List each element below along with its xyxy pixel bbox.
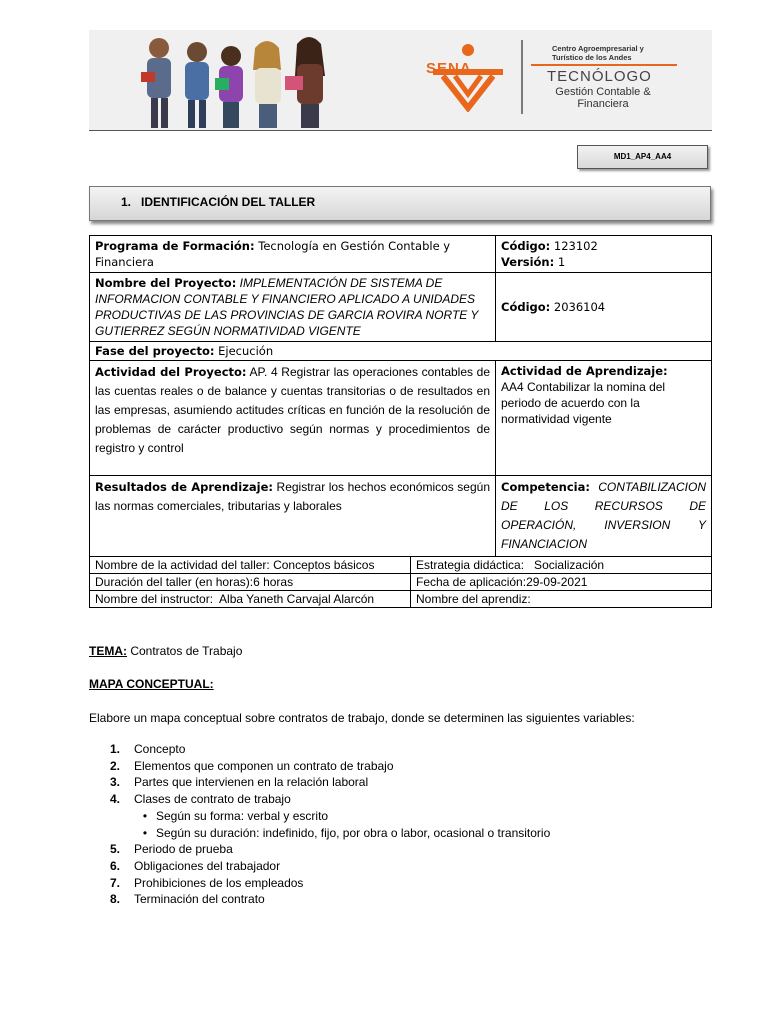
list-number: 6.: [110, 858, 121, 873]
variables-list: [110, 741, 550, 908]
sena-wordmark: SENA: [426, 60, 472, 77]
list-item: [110, 891, 550, 908]
table-row: [90, 342, 712, 361]
sena-logo: [423, 42, 513, 112]
header-divider: [521, 40, 523, 114]
list-item: [110, 758, 550, 775]
version-label: Versión:: [501, 255, 555, 269]
list-number: 5.: [110, 842, 121, 857]
header-banner: [89, 30, 712, 130]
instructions-text: Elabore un mapa conceptual sobre contratos de trabajo, donde se determinen las siguientes variables:: [89, 711, 635, 725]
actividad-aprendizaje-value: AA4 Contabilizar la nomina del periodo de acuerdo con la normatividad vigente: [501, 380, 666, 426]
students-photo: [119, 30, 399, 130]
codigo2-value: 2036104: [553, 300, 606, 314]
codigo2-cell: [496, 273, 712, 342]
list-text: Concepto: [134, 742, 186, 756]
tema-line: [89, 644, 242, 658]
aprendiz-cell: Nombre del aprendiz:: [411, 591, 712, 608]
list-item: [110, 741, 550, 758]
bullet-icon: •: [142, 825, 148, 840]
sub-list-item: [110, 825, 550, 842]
list-text: Terminación del contrato: [134, 892, 265, 907]
list-item: [110, 875, 550, 892]
list-text: Clases de contrato de trabajo: [134, 792, 291, 807]
table-row: [90, 591, 712, 608]
mapa-title: MAPA CONCEPTUAL:: [89, 677, 214, 691]
table-row: [90, 273, 712, 342]
programa-label: Programa de Formación:: [95, 239, 255, 253]
nombre-actividad-cell: Nombre de la actividad del taller: Conceptos básicos: [90, 557, 411, 574]
instructor-cell: Nombre del instructor: Alba Yaneth Carvajal Alarcón: [90, 591, 411, 608]
identification-table: [89, 235, 712, 557]
table-row: [90, 361, 712, 476]
list-item: [110, 841, 550, 858]
list-number: 8.: [110, 892, 121, 907]
sub-list-item: [110, 808, 550, 825]
competencia-label: Competencia:: [501, 480, 590, 494]
header-rule: [89, 130, 712, 131]
table-row: [90, 557, 712, 574]
list-number: 1.: [110, 742, 121, 756]
sub-list-text: Según su forma: verbal y escrito: [156, 808, 329, 823]
codigo-label: Código:: [501, 239, 551, 253]
program-subtitle: Gestión Contable & Financiera: [555, 86, 651, 110]
fase-value: Ejecución: [218, 344, 274, 358]
section-title: 1. IDENTIFICACIÓN DEL TALLER: [121, 195, 316, 209]
list-item: [110, 774, 550, 791]
list-text: Periodo de prueba: [134, 842, 233, 857]
programa-cell: [90, 236, 496, 273]
fase-label: Fase del proyecto:: [95, 344, 215, 358]
section-header: [89, 186, 711, 221]
fase-cell: [90, 342, 712, 361]
codigo-value: 123102: [553, 239, 598, 253]
list-text: Partes que intervienen en la relación laboral: [134, 775, 369, 790]
codigo-cell: [496, 236, 712, 273]
actividad-proyecto-label: Actividad del Proyecto:: [95, 365, 247, 379]
actividad-proyecto-cell: [90, 361, 496, 476]
sub-list-text: Según su duración: indefinido, fijo, por obra o labor, ocasional o transitorio: [156, 825, 551, 840]
actividad-aprendizaje-label: Actividad de Aprendizaje:: [501, 364, 668, 378]
resultados-cell: [90, 476, 496, 557]
codigo2-label: Código:: [501, 300, 551, 314]
table-row: [90, 236, 712, 273]
table-row: [90, 574, 712, 591]
document-code: MD1_AP4_AA4: [577, 145, 708, 169]
fecha-cell: Fecha de aplicación:29-09-2021: [411, 574, 712, 591]
actividad-aprendizaje-cell: [496, 361, 712, 476]
proyecto-label: Nombre del Proyecto:: [95, 276, 237, 290]
table-row: [90, 476, 712, 557]
resultados-value: Registrar los hechos económicos según las normas comerciales, tributarias y laborales: [95, 480, 490, 513]
resultados-label: Resultados de Aprendizaje:: [95, 480, 274, 494]
duracion-cell: Duración del taller (en horas):6 horas: [90, 574, 411, 591]
proyecto-value: IMPLEMENTACIÓN DE SISTEMA DE INFORMACION CONTABLE Y FINANCIERO APLICADO A UNIDADES PRODUCTIVAS DE LAS PROVINCIAS DE GARCIA ROVIRA NORTE Y GUTIERREZ SEGÚN NORMATIVIDAD VIGENTE: [95, 276, 479, 338]
programa-value: Tecnología en Gestión Contable y Financiera: [95, 239, 451, 269]
list-item: [110, 858, 550, 875]
list-text: Obligaciones del trabajador: [134, 858, 281, 873]
tema-value: Contratos de Trabajo: [127, 644, 243, 658]
actividad-proyecto-value: AP. 4 Registrar las operaciones contables de las cuentas reales o de balance y cuentas transitorias o de resultados en las empresas, asumiendo actitudes críticas en función de la resolución de problemas de carácter productivo según normas y procedimientos de registro y control: [95, 365, 490, 455]
list-text: Prohibiciones de los empleados: [134, 875, 304, 890]
proyecto-cell: [90, 273, 496, 342]
list-number: 4.: [110, 792, 121, 807]
centro-name: Centro Agroempresarial y Turístico de los Andes: [552, 44, 644, 62]
tecnologo-title: TECNÓLOGO: [547, 68, 652, 85]
header-accent-line: [531, 64, 677, 66]
list-number: 2.: [110, 758, 121, 773]
list-number: 7.: [110, 875, 121, 890]
list-item: [110, 791, 550, 808]
bullet-icon: •: [142, 808, 148, 823]
workshop-details-table: [89, 556, 712, 608]
version-value: 1: [557, 255, 566, 269]
tema-label: TEMA:: [89, 644, 127, 658]
list-text: Elementos que componen un contrato de trabajo: [134, 758, 394, 773]
estrategia-cell: Estrategia didáctica: Socialización: [411, 557, 712, 574]
competencia-cell: [496, 476, 712, 557]
competencia-value: CONTABILIZACION DE LOS RECURSOS DE OPERACIÓN, INVERSION Y FINANCIACION: [501, 480, 706, 551]
list-number: 3.: [110, 775, 121, 790]
